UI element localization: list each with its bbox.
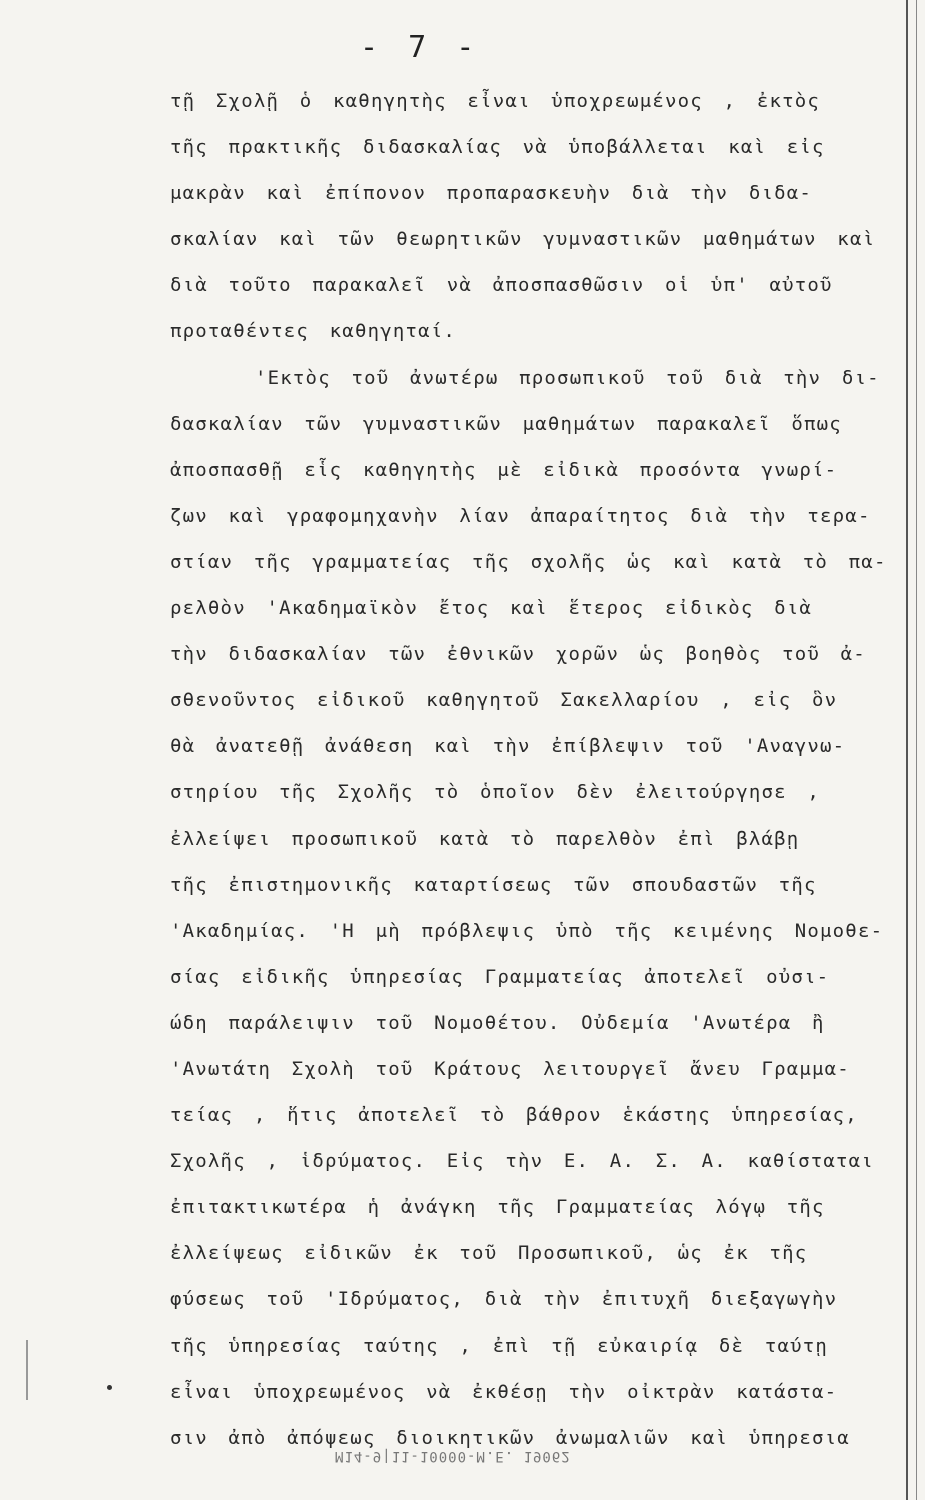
text-line: σίας εἰδικῆς ὑπηρεσίας Γραμματείας ἀποτελεῖ οὐσι- bbox=[170, 965, 830, 988]
text-line: σθενοῦντος εἰδικοῦ καθηγητοῦ Σακελλαρίου , εἰς ὃν bbox=[170, 689, 838, 712]
text-line: προταθέντες καθηγηταί. bbox=[170, 320, 457, 343]
text-line: τῆς ὑπηρεσίας ταύτης , ἐπὶ τῇ εὐκαιρίᾳ δὲ ταύτῃ bbox=[170, 1334, 829, 1357]
text-line: διὰ τοῦτο παρακαλεῖ νὰ ἀποσπασθῶσιν οἱ ὑπ' αὐτοῦ bbox=[170, 274, 833, 297]
text-line: τῆς ἐπιστημονικῆς καταρτίσεως τῶν σπουδαστῶν τῆς bbox=[170, 873, 817, 896]
text-line: τὴν διδασκαλίαν τῶν ἐθνικῶν χορῶν ὡς βοηθὸς τοῦ ἀ- bbox=[170, 643, 866, 666]
text-line: τῆς πρακτικῆς διδασκαλίας νὰ ὑποβάλλεται καὶ εἰς bbox=[170, 136, 825, 159]
text-line: τῇ Σχολῇ ὁ καθηγητὴς εἶναι ὑποχρεωμένος , ἐκτὸς bbox=[170, 90, 821, 112]
text-line: δασκαλίαν τῶν γυμναστικῶν μαθημάτων παρακαλεῖ ὅπως bbox=[170, 412, 842, 435]
text-line: εἶναι ὑποχρεωμένος νὰ ἐκθέσῃ τὴν οἰκτρὰν κατάστα- bbox=[170, 1380, 838, 1403]
text-line: ζων καὶ γραφομηχανὴν λίαν ἀπαραίτητος διὰ τὴν τερα- bbox=[170, 504, 871, 527]
text-line: ἐπιτακτικωτέρα ἡ ἀνάγκη τῆς Γραμματείας λόγῳ τῆς bbox=[170, 1196, 825, 1219]
text-line: τείας , ἥτις ἀποτελεῖ τὸ βάθρον ἑκάστης ὑπηρεσίας, bbox=[170, 1104, 858, 1127]
text-line: σιν ἀπὸ ἀπόψεως διοικητικῶν ἀνωμαλιῶν καὶ ὑπηρεσια bbox=[170, 1426, 850, 1449]
margin-marks bbox=[26, 1340, 36, 1400]
text-line: ώδη παράλειψιν τοῦ Νομοθέτου. Οὐδεμία 'Ανωτέρα ἢ bbox=[170, 1011, 825, 1034]
text-line: ρελθὸν 'Ακαδημαϊκὸν ἔτος καὶ ἕτερος εἰδικὸς διὰ bbox=[170, 597, 813, 620]
text-line: στίαν τῆς γραμματείας τῆς σχολῆς ὡς καὶ κατὰ τὸ πα- bbox=[170, 550, 887, 573]
text-line: ἀποσπασθῇ εἷς καθηγητὴς μὲ εἰδικὰ προσόντα γνωρί- bbox=[170, 458, 838, 481]
page-edge bbox=[906, 0, 917, 1500]
text-line: ἐλλείψεως εἰδικῶν ἐκ τοῦ Προσωπικοῦ, ὡς ἐκ τῆς bbox=[170, 1242, 808, 1265]
text-line: μακρὰν καὶ ἐπίπονον προπαρασκευὴν διὰ τὴν διδα- bbox=[170, 182, 813, 205]
text-line: 'Ακαδημίας. 'Η μὴ πρόβλεψις ὑπὸ τῆς κειμένης Νομοθε- bbox=[170, 919, 884, 942]
page-number: - 7 - bbox=[360, 30, 481, 65]
text-line: ἐλλείψει προσωπικοῦ κατὰ τὸ παρελθὸν ἐπὶ βλάβῃ bbox=[170, 827, 800, 850]
text-line: σκαλίαν καὶ τῶν θεωρητικῶν γυμναστικῶν μαθημάτων καὶ bbox=[170, 228, 876, 251]
text-line: φύσεως τοῦ 'Ιδρύματος, διὰ τὴν ἐπιτυχῆ διεξαγωγὴν bbox=[170, 1288, 838, 1311]
text-line: 'Ανωτάτη Σχολὴ τοῦ Κράτους λειτουργεῖ ἄνευ Γραμμα- bbox=[170, 1057, 850, 1080]
text-line: Σχολῆς , ἱδρύματος. Εἰς τὴν Ε. Α. Σ. Α. καθίσταται bbox=[170, 1150, 874, 1173]
text-line: στηρίου τῆς Σχολῆς τὸ ὁποῖον δὲν ἐλειτούργησε , bbox=[170, 781, 821, 804]
ink-dot bbox=[107, 1385, 112, 1390]
body-text bbox=[170, 78, 910, 1461]
text-line: 'Εκτὸς τοῦ ἀνωτέρω προσωπικοῦ τοῦ διὰ τὴν δι- bbox=[255, 366, 880, 389]
text-line: θὰ ἀνατεθῇ ἀνάθεση καὶ τὴν ἐπίβλεψιν τοῦ 'Αναγνω- bbox=[170, 735, 846, 758]
footer-stamp: Μ14-9|11-10000-Μ.Ε. 19062 bbox=[335, 1448, 571, 1464]
